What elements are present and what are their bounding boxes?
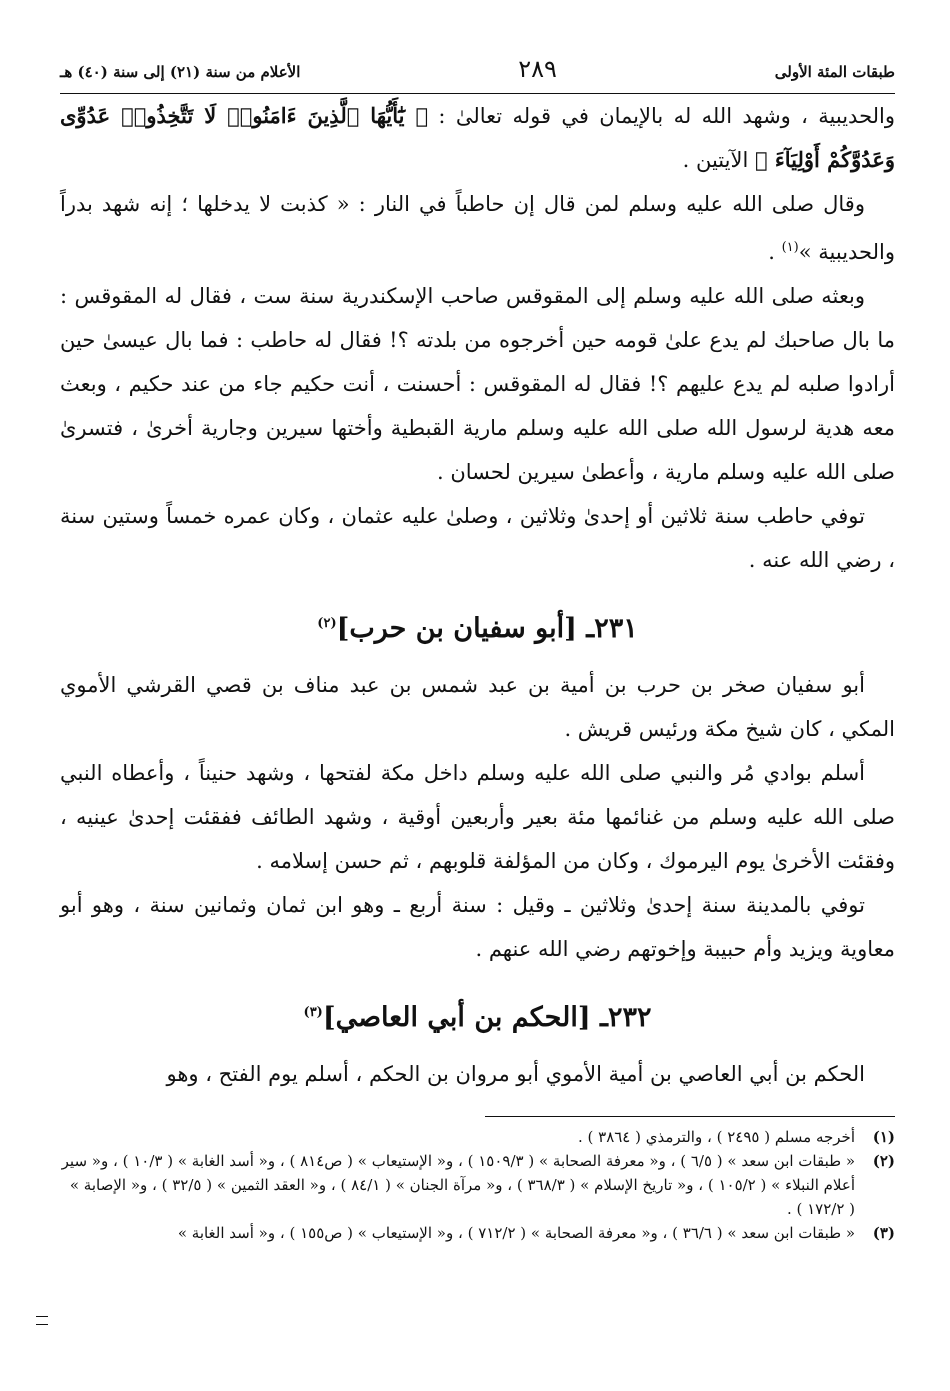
paragraph-text-end: . xyxy=(768,240,782,264)
footnote-ref-1: (١) xyxy=(781,240,799,255)
running-header xyxy=(60,55,895,94)
footnote xyxy=(60,1149,895,1221)
paragraph-abu-sufyan-lineage: أبو سفيان صخر بن حرب بن أمية بن عبد شمس بن عبد مناف بن قصي القرشي الأموي المكي ، كان شيخ مكة ورئيس قريش . xyxy=(60,673,895,741)
footnote-number: (٣) xyxy=(872,1224,895,1242)
main-text xyxy=(60,94,895,1096)
footnote-text: « طبقات ابن سعد » ( ٦/٥ ) ، و« معرفة الصحابة » ( ١٥٠٩/٣ ) ، و« الإستيعاب » ( ص٨١٤ ) ، و« أسد الغابة » ( ١٠/٣ ) ، و« سير أعلام النبلاء » ( ١٠٥/٢ ) ، و« تاريخ الإسلام » ( ٣٦٨/٣ ) ، و« مرآة الجنان » ( ٨٤/١ ) ، و« العقد الثمين » ( ٣٢/٥ ) ، و« الإصابة » ( ١٧٢/٢ ) . xyxy=(61,1152,855,1218)
footnote-ref-2: (٢) xyxy=(317,616,337,631)
footnotes xyxy=(60,1125,895,1245)
footnote-text: أخرجه مسلم ( ٢٤٩٥ ) ، والترمذي ( ٣٨٦٤ ) . xyxy=(577,1128,855,1146)
footnote-separator xyxy=(485,1116,895,1117)
paragraph-text: وقال صلى الله عليه وسلم لمن قال إن حاطباً في النار : « كذبت لا يدخلها ؛ إنه شهد بدراً والحديبية » xyxy=(60,192,895,264)
paragraph-hadith xyxy=(60,182,895,274)
paragraph-abu-sufyan-islam: أسلم بوادي مُر والنبي صلى الله عليه وسلم داخل مكة لفتحها ، وشهد حنيناً ، وأعطاه النبي صلى الله عليه وسلم من غنائمها مئة بعير وأربعين أوقية ، وشهد الطائف ففقئت إحدىٰ عينيه ، وفقئت الأخرىٰ يوم اليرموك ، وكان من المؤلفة قلوبهم ، ثم حسن إسلامه . xyxy=(60,761,895,873)
footnote xyxy=(60,1125,895,1149)
section-title-232 xyxy=(60,993,895,1038)
continuation-mark xyxy=(36,1316,48,1325)
footnote xyxy=(60,1221,895,1245)
quran-verse: ﴿ يَٰٓأَيُّهَا ٱلَّذِينَ ءَامَنُوا۟ لَا تَتَّخِذُوا۟ عَدُوِّى وَعَدُوَّكُمْ أَوْلِيَآءَ ﴾ xyxy=(60,103,895,172)
footnote-text: « طبقات ابن سعد » ( ٣٦/٦ ) ، و« معرفة الصحابة » ( ٧١٢/٢ ) ، و« الإستيعاب » ( ص١٥٥ ) ، و« أسد الغابة » xyxy=(177,1224,855,1242)
page xyxy=(60,55,895,1245)
section-title-231 xyxy=(60,604,895,649)
section-title-text: ٢٣١ـ [أبو سفيان بن حرب] xyxy=(336,613,638,644)
paragraph-hakam: الحكم بن أبي العاصي بن أمية الأموي أبو مروان بن الحكم ، أسلم يوم الفتح ، وهو xyxy=(166,1062,865,1086)
header-book-title: طبقات المئة الأولى xyxy=(774,63,895,81)
paragraph-text-end: الآيتين . xyxy=(682,148,755,172)
paragraph-muqawqis: وبعثه صلى الله عليه وسلم إلى المقوقس صاحب الإسكندرية سنة ست ، فقال له المقوقس : ما بال صاحبك لم يدع علىٰ قومه حين أخرجوه من بلدته ؟! فقال له حاطب : فما بال عيسىٰ حين أرادوا صلبه لم يدع عليهم ؟! فقال له المقوقس : أحسنت ، أنت حكيم جاء من عند حكيم ، وبعث معه هدية لرسول الله صلى الله عليه وسلم مارية القبطية وأختها سيرين وجارية أخرىٰ ، فتسرىٰ صلى الله عليه وسلم مارية ، وأعطىٰ سيرين لحسان . xyxy=(60,284,895,484)
paragraph-text: والحديبية ، وشهد الله له بالإيمان في قوله تعالىٰ : xyxy=(428,104,895,128)
footnote-number: (٢) xyxy=(872,1152,895,1170)
paragraph-abu-sufyan-death: توفي بالمدينة سنة إحدىٰ وثلاثين ـ وقيل : سنة أربع ـ وهو ابن ثمان وثمانين سنة ، وهو أبو معاوية ويزيد وأم حبيبة وإخوتهم رضي الله عنهم . xyxy=(60,893,895,961)
section-title-text: ٢٣٢ـ [الحكم بن أبي العاصي] xyxy=(322,1002,652,1033)
paragraph-death-hatib: توفي حاطب سنة ثلاثين أو إحدىٰ وثلاثين ، وصلىٰ عليه عثمان ، وكان عمره خمساً وستين سنة ، رضي الله عنه . xyxy=(60,504,895,572)
footnote-ref-3: (٣) xyxy=(303,1005,323,1020)
paragraph-quran-verse xyxy=(60,94,895,182)
header-section-range: الأعلام من سنة (٢١) إلى سنة (٤٠) هـ xyxy=(60,63,301,81)
footnote-number: (١) xyxy=(872,1128,895,1146)
page-number: ٢٨٩ xyxy=(518,55,557,83)
